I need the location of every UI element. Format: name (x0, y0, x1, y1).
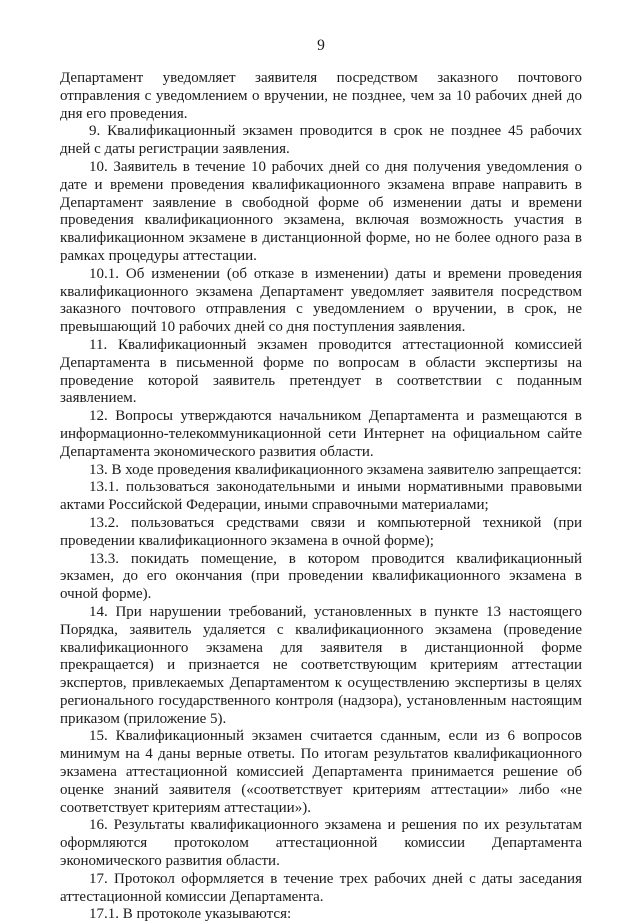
paragraph-16: 16. Результаты квалификационного экзамена и решения по их результатам оформляются протоколом аттестационной комиссии Департамента экономического развития области. (60, 817, 582, 870)
paragraph-13-2: 13.2. пользоваться средствами связи и компьютерной техникой (при проведении квалификационного экзамена в очной форме); (60, 514, 582, 549)
paragraph-15: 15. Квалификационный экзамен считается сданным, если из 6 вопросов минимум на 4 даны верные ответы. По итогам результатов квалификационного экзамена аттестационной комиссией Департамента принимается решение об оценке знаний заявителя («соответствует критериям аттестации» либо «не соответствует критериям аттестации»). (60, 728, 582, 816)
paragraph-13-1: 13.1. пользоваться законодательными и иными нормативными правовыми актами Российской Федерации, иными справочными материалами; (60, 479, 582, 514)
paragraph-17: 17. Протокол оформляется в течение трех рабочих дней с даты заседания аттестационной комиссии Департамента. (60, 870, 582, 905)
paragraph-10-1: 10.1. Об изменении (об отказе в изменении) даты и времени проведения квалификационного экзамена Департамент уведомляет заявителя посредством заказного почтового отправления с уведомлением о вручении, в срок, не превышающий 10 рабочих дней со дня поступления заявления. (60, 265, 582, 336)
paragraph-11: 11. Квалификационный экзамен проводится аттестационной комиссией Департамента в письменной форме по вопросам в области экспертизы на проведение которой заявитель претендует в соответствии с поданным заявлением. (60, 336, 582, 407)
paragraph-13: 13. В ходе проведения квалификационного экзамена заявителю запрещается: (89, 461, 582, 478)
page-number: 9 (317, 37, 325, 54)
paragraph-13-3: 13.3. покидать помещение, в котором проводится квалификационный экзамен, до его окончания (при проведении квалификационного экзамена в очной форме). (60, 550, 582, 603)
paragraph-10: 10. Заявитель в течение 10 рабочих дней со дня получения уведомления о дате и времени проведения квалификационного экзамена вправе направить в Департамент заявление в свободной форме об изменении даты и времени проведения квалификационного экзамена, включая возможность участия в квалификационном экзамене в дистанционной форме, но не более одного раза в рамках процедуры аттестации. (60, 158, 582, 264)
paragraph-17-1: 17.1. В протоколе указываются: (89, 906, 292, 923)
document-page (60, 0, 582, 924)
paragraph-12: 12. Вопросы утверждаются начальником Департамента и размещаются в информационно-телекоммуникационной сети Интернет на официальном сайте Департамента экономического развития области. (60, 408, 582, 460)
paragraph-9: 9. Квалификационный экзамен проводится в срок не позднее 45 рабочих дней с даты регистрации заявления. (60, 123, 582, 158)
paragraph-14: 14. При нарушении требований, установленных в пункте 13 настоящего Порядка, заявитель удаляется с квалификационного экзамена (проведение квалификационного экзамена для заявителя в дистанционной форме прекращается) и признается не соответствующим критериям аттестации экспертов, привлекаемых Департаментом к осуществлению экспертизы в целях регионального государственного контроля (надзора), установленным настоящим приказом (приложение 5). (60, 603, 582, 727)
paragraph-continuation: Департамент уведомляет заявителя посредством заказного почтового отправления с уведомлением о вручении, не позднее, чем за 10 рабочих дней до дня его проведения. (60, 70, 582, 122)
